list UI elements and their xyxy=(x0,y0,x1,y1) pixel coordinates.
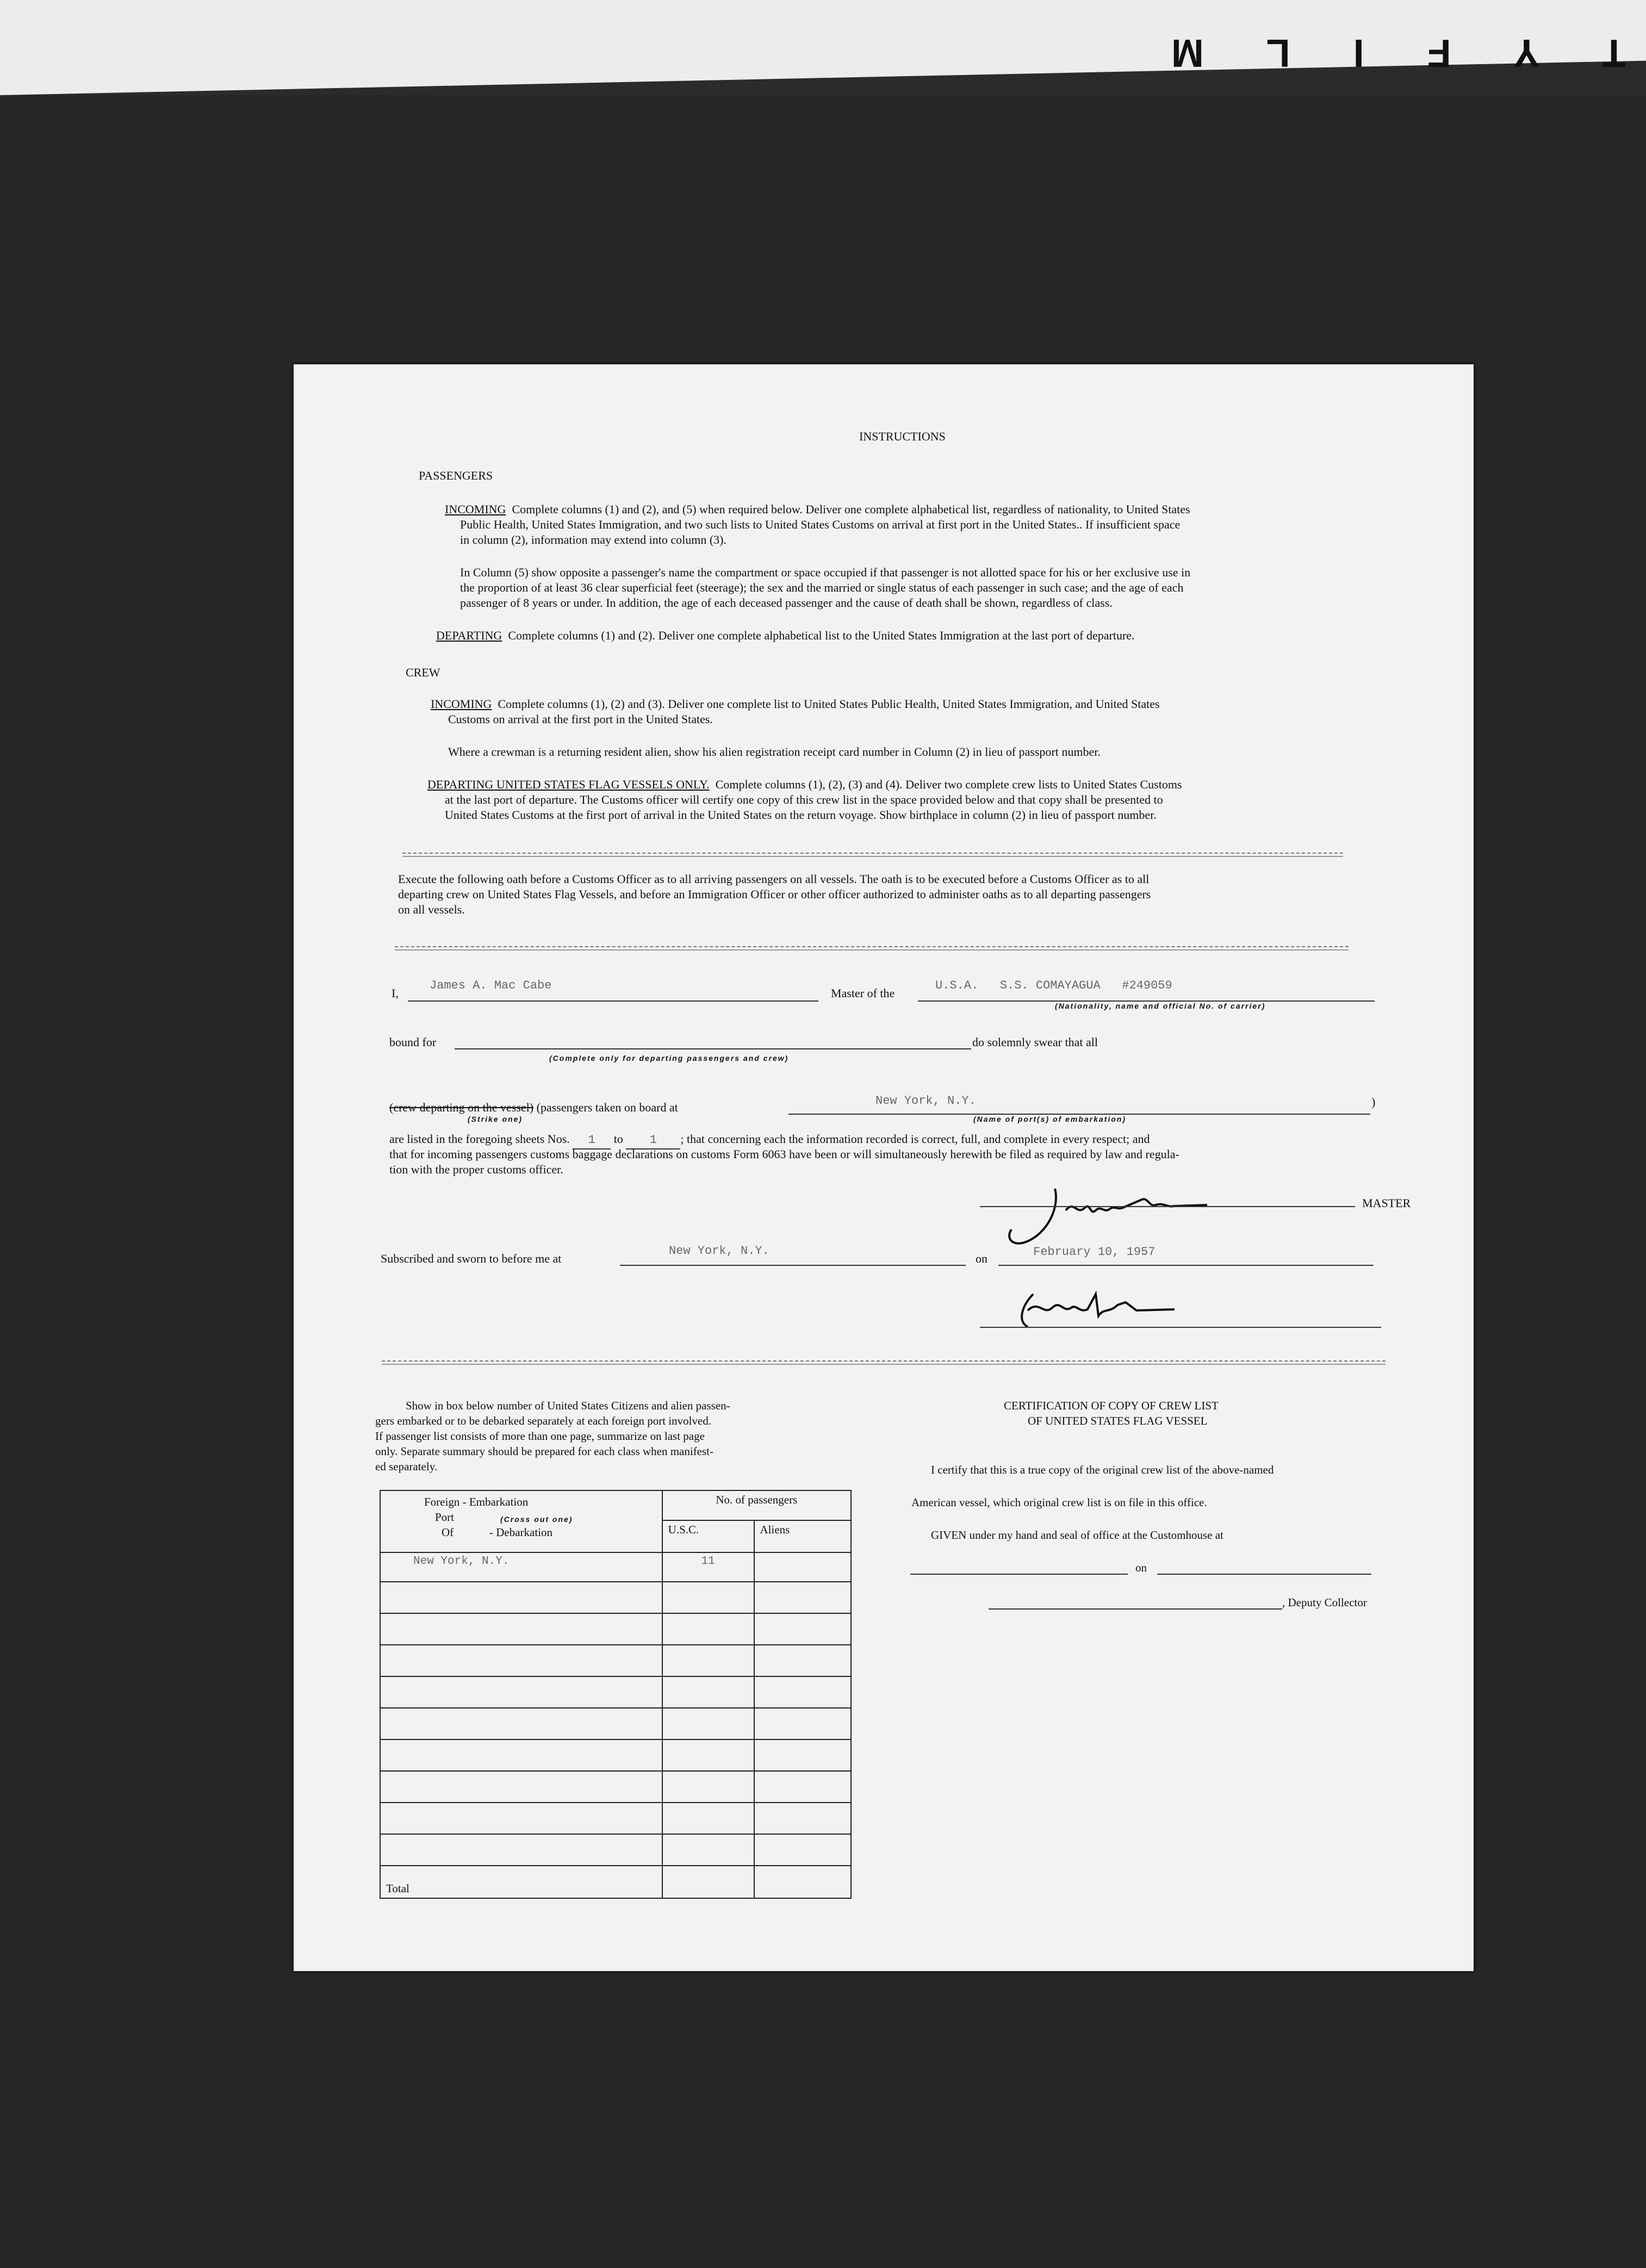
row-usc: 11 xyxy=(662,1552,754,1582)
passengers-departing-text: Complete columns (1) and (2). Deliver one complete alphabetical list to the United States Immigration at the last port of departure. xyxy=(508,629,1135,642)
table-row xyxy=(380,1803,851,1834)
crew-incoming-line1 xyxy=(431,696,1160,712)
passengers-heading: PASSENGERS xyxy=(419,469,493,482)
passengers-incoming-label: INCOMING xyxy=(445,502,506,516)
crew-departing-label: DEPARTING UNITED STATES FLAG VESSELS ONLY. xyxy=(427,778,710,791)
sheet-to-field: 1 xyxy=(626,1132,680,1149)
table-row xyxy=(380,1552,851,1582)
summary-text4: only. Separate summary should be prepared for each class when manifest- xyxy=(375,1445,714,1458)
passengers-incoming-text3: in column (2), information may extend into column (3). xyxy=(460,533,727,546)
crew-incoming-label: INCOMING xyxy=(431,697,492,711)
master-label: MASTER xyxy=(1362,1196,1411,1210)
table-row xyxy=(380,1708,851,1739)
master-signature-line xyxy=(980,1206,1355,1207)
subscribed-date-line xyxy=(998,1265,1374,1266)
master-signature xyxy=(979,1178,1262,1254)
port-header-cell xyxy=(380,1490,662,1552)
regulation-text: tion with the proper customs officer. xyxy=(389,1163,563,1176)
crew-departing-struck: (crew departing on the vessel) xyxy=(389,1101,534,1114)
row-aliens xyxy=(754,1552,851,1582)
certification-on-label: on xyxy=(1135,1561,1147,1574)
table-row xyxy=(380,1771,851,1803)
master-of-label: Master of the xyxy=(831,986,895,1000)
table-header-row xyxy=(380,1490,851,1520)
table-row xyxy=(380,1676,851,1708)
crew-departing-line1 xyxy=(427,776,1182,793)
summary-text5: ed separately. xyxy=(375,1460,438,1473)
certification-text1: I certify that this is a true copy of the original crew list of the above-named xyxy=(931,1463,1274,1476)
summary-text2: gers embarked or to be debarked separately at each foreign port involved. xyxy=(375,1414,712,1427)
crew-incoming-text1: Complete columns (1), (2) and (3). Deliver one complete list to United States Public Health, United States Immigration, and United States xyxy=(498,697,1160,711)
crew-alien-text: Where a crewman is a returning resident alien, show his alien registration receipt card number in Column (2) in lieu of passport number. xyxy=(448,745,1101,759)
oath-text1: Execute the following oath before a Customs Officer as to all arriving passengers on all vessels. The oath is to be executed before a Customs Officer as to all xyxy=(398,872,1150,886)
crew-departing-text3: United States Customs at the first port of arrival in the United States on the return voyage. Show birthplace in column (2) in lieu of passport number. xyxy=(445,808,1157,822)
passengers-departing-label: DEPARTING xyxy=(436,629,502,642)
passengers-incoming-line1 xyxy=(445,501,1190,518)
subscribed-place-line xyxy=(620,1265,966,1266)
i-label: I, xyxy=(392,986,399,1000)
table-row xyxy=(380,1834,851,1866)
deputy-collector-label: , Deputy Collector xyxy=(1282,1596,1367,1609)
table-row xyxy=(380,1613,851,1645)
header-debarkation: - Debarkation xyxy=(489,1526,553,1539)
officer-signature xyxy=(1001,1283,1262,1338)
port-field: New York, N.Y. xyxy=(875,1094,976,1108)
passengers-incoming-text1: Complete columns (1) and (2), and (5) when required below. Deliver one complete alphabetical list, regardless of nationality, to United States xyxy=(512,502,1190,516)
certification-text2: American vessel, which original crew list is on file in this office. xyxy=(911,1496,1207,1509)
header-port: Port xyxy=(435,1511,455,1524)
certification-title2: OF UNITED STATES FLAG VESSEL xyxy=(1028,1414,1208,1427)
row-port: New York, N.Y. xyxy=(380,1552,662,1582)
table-total-row xyxy=(380,1866,851,1898)
header-cross-out: (Cross out one) xyxy=(500,1515,573,1524)
section-divider xyxy=(402,853,1343,857)
certification-title1: CERTIFICATION OF COPY OF CREW LIST xyxy=(1004,1399,1219,1412)
film-edge-mark: T Y F I L M xyxy=(1145,31,1626,74)
deputy-collector-line xyxy=(989,1608,1282,1610)
crew-heading: CREW xyxy=(406,666,440,679)
total-label: Total xyxy=(380,1866,662,1898)
manifest-page xyxy=(294,364,1474,1971)
oath-text2: departing crew on United States Flag Vessels, and before an Immigration Officer or other officer authorized to administer oaths as to all departing passengers xyxy=(398,887,1151,901)
subscribed-place-field: New York, N.Y. xyxy=(669,1244,769,1258)
no-of-passengers-header: No. of passengers xyxy=(662,1490,851,1520)
swear-label: do solemnly swear that all xyxy=(972,1035,1098,1049)
vessel-caption: (Nationality, name and official No. of carrier) xyxy=(1055,1002,1266,1010)
passengers-taken-label: (passengers taken on board at xyxy=(536,1101,678,1114)
table-row xyxy=(380,1739,851,1771)
column5-text3: passenger of 8 years or under. In addition, the age of each deceased passenger and the cause of death shall be shown, regardless of class. xyxy=(460,596,1113,610)
master-name-line xyxy=(408,1001,818,1002)
subscribed-label: Subscribed and sworn to before me at xyxy=(381,1252,562,1265)
page-title: INSTRUCTIONS xyxy=(859,430,946,443)
crew-departing-text2: at the last port of departure. The Customs officer will certify one copy of this crew list in the space provided below and that copy shall be presented to xyxy=(445,793,1163,806)
port-caption: (Name of port(s) of embarkation) xyxy=(973,1115,1127,1123)
bound-for-label: bound for xyxy=(389,1035,437,1049)
subscribed-on-label: on xyxy=(976,1252,987,1265)
usc-header: U.S.C. xyxy=(662,1520,754,1552)
sheets-text-post: ; that concerning each the information recorded is correct, full, and complete in every respect; and xyxy=(680,1132,1150,1146)
strike-caption: (Strike one) xyxy=(468,1115,523,1123)
summary-text1: Show in box below number of United States Citizens and alien passen- xyxy=(406,1399,730,1412)
to-label: to xyxy=(613,1132,623,1146)
master-name-field: James A. Mac Cabe xyxy=(430,979,552,992)
oath-text3: on all vessels. xyxy=(398,903,465,916)
crew-departing-text1: Complete columns (1), (2), (3) and (4). Deliver two complete crew lists to United States Customs xyxy=(715,778,1182,791)
table-row xyxy=(380,1645,851,1676)
section-divider xyxy=(395,946,1349,950)
certification-date-line xyxy=(1157,1574,1371,1575)
column5-text1: In Column (5) show opposite a passenger's name the compartment or space occupied if that passenger is not allotted space for his or her exclusive use in xyxy=(460,566,1191,579)
vessel-field: U.S.A. S.S. COMAYAGUA #249059 xyxy=(935,979,1172,992)
sheet-from-field: 1 xyxy=(573,1132,611,1149)
passengers-incoming-text2: Public Health, United States Immigration, and two such lists to United States Customs on arrival at first port in the United States.. If insufficient space xyxy=(460,518,1181,531)
bound-for-caption: (Complete only for departing passengers and crew) xyxy=(549,1054,789,1062)
aliens-header: Aliens xyxy=(754,1520,851,1552)
column5-text2: the proportion of at least 36 clear superficial feet (steerage); the sex and the married or single status of each passenger in such case; and the age of each xyxy=(460,581,1184,594)
summary-text3: If passenger list consists of more than one page, summarize on last page xyxy=(375,1430,705,1443)
bound-for-line xyxy=(455,1048,971,1049)
certification-text3: GIVEN under my hand and seal of office at the Customhouse at xyxy=(931,1528,1223,1542)
header-foreign: Foreign - Embarkation xyxy=(424,1495,529,1508)
close-paren: ) xyxy=(1371,1095,1376,1109)
section-divider xyxy=(382,1360,1386,1365)
header-of: Of xyxy=(442,1526,454,1539)
customhouse-line xyxy=(910,1574,1128,1575)
sheets-text-pre: are listed in the foregoing sheets Nos. xyxy=(389,1132,570,1146)
baggage-text: that for incoming passengers customs baggage declarations on customs Form 6063 have been or will simultaneously herewith be filed as required by law and regula- xyxy=(389,1147,1179,1161)
table-row xyxy=(380,1582,851,1613)
subscribed-date-field: February 10, 1957 xyxy=(1033,1245,1156,1259)
officer-signature-line xyxy=(980,1327,1381,1328)
passengers-departing-line xyxy=(436,627,1135,644)
crew-incoming-text2: Customs on arrival at the first port in the United States. xyxy=(448,712,713,726)
embark-line xyxy=(389,1099,678,1116)
passenger-summary-table xyxy=(380,1490,852,1899)
